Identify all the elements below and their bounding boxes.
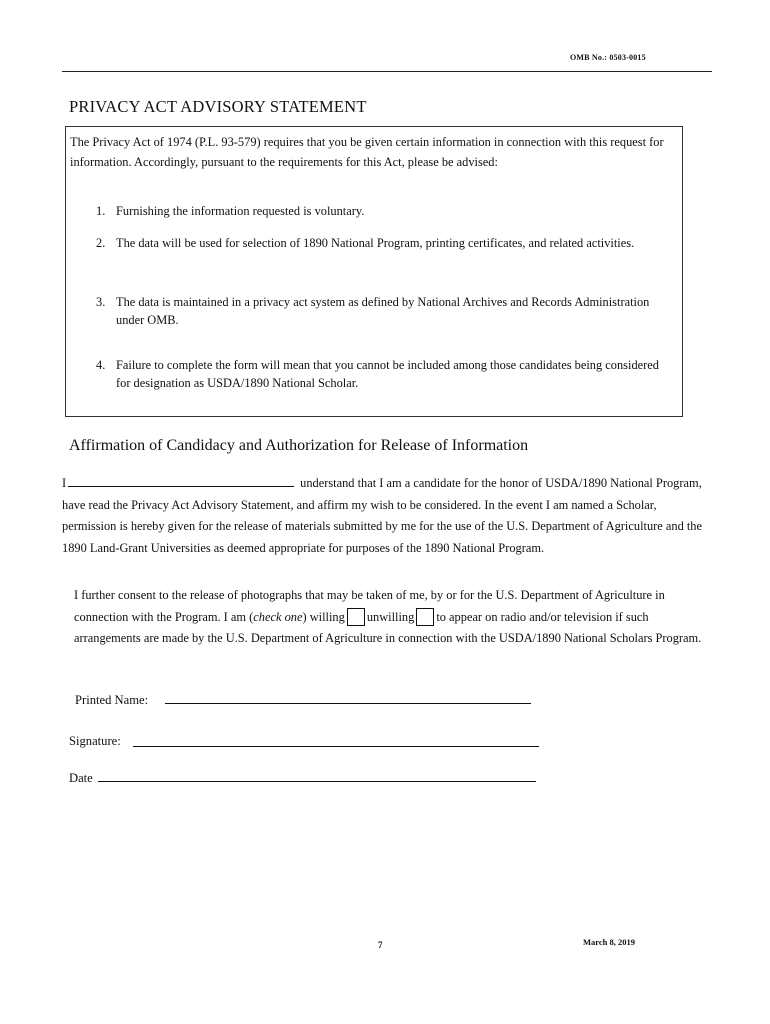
consent-text-a: I further consent to the release of photographs that may be taken of me, by or for the U.S. Department of Agriculture in connection with the Program. I am ( (74, 588, 665, 624)
item-text: The data will be used for selection of 1890 National Program, printing certificates, and related activities. (116, 236, 635, 250)
item-text: The data is maintained in a privacy act system as defined by National Archives and Records Administration under OMB. (116, 295, 650, 327)
privacy-title: PRIVACY ACT ADVISORY STATEMENT (69, 97, 367, 116)
privacy-item-2 (96, 234, 666, 252)
willing-label: ) willing (302, 609, 345, 624)
item-text: Failure to complete the form will mean that you cannot be included among those candidates being considered for designation as USDA/1890 National Scholar. (116, 358, 659, 390)
willing-checkbox[interactable] (347, 608, 365, 626)
signature-field[interactable] (133, 746, 539, 747)
unwilling-label: unwilling (366, 609, 415, 624)
privacy-item-4 (96, 356, 666, 392)
affirmation-paragraph-2 (74, 585, 714, 650)
page-number: 7 (378, 940, 383, 950)
check-one-text: check one (253, 609, 303, 624)
signature-label: Signature: (69, 734, 121, 748)
consent-text-d: to appear on radio and/or television if such arrangements are made by the U.S. Department of Agriculture in connection with the USDA/1890 National Scholars Program. (74, 609, 702, 645)
privacy-item-1 (96, 202, 666, 220)
unwilling-checkbox[interactable] (416, 608, 434, 626)
privacy-intro: The Privacy Act of 1974 (P.L. 93-579) requires that you be given certain information in connection with this request for information. Accordingly, pursuant to the requirements for this Act, please be advised: (70, 135, 664, 169)
footer-date: March 8, 2019 (583, 937, 636, 947)
item-text: Furnishing the information requested is voluntary. (116, 204, 365, 218)
affirmation-text: understand that I am a candidate for the honor of USDA/1890 National Program, have read the Privacy Act Advisory Statement, and affirm my wish to be considered. In the event I am named a Scholar, permission is hereby given for the release of materials submitted by me for the use of the U.S. Department of Agriculture and the 1890 Land-Grant Universities as deemed appropriate for purposes of the 1890 National Program. (62, 476, 702, 555)
affirmation-title: Affirmation of Candidacy and Authorization for Release of Information (69, 437, 529, 454)
item-number: 1. (96, 204, 106, 218)
privacy-item-3 (96, 293, 666, 329)
candidate-name-blank[interactable] (68, 485, 294, 487)
pronoun-i: I (62, 476, 67, 490)
item-number: 4. (96, 358, 106, 372)
date-label: Date (69, 771, 93, 785)
affirmation-paragraph-1 (62, 473, 712, 559)
header-rule (62, 71, 712, 72)
printed-name-field[interactable] (165, 703, 531, 704)
item-number: 2. (96, 236, 106, 250)
omb-number: OMB No.: 0503-0015 (570, 53, 646, 62)
item-number: 3. (96, 295, 106, 309)
printed-name-label: Printed Name: (75, 693, 149, 707)
date-field[interactable] (98, 781, 536, 782)
